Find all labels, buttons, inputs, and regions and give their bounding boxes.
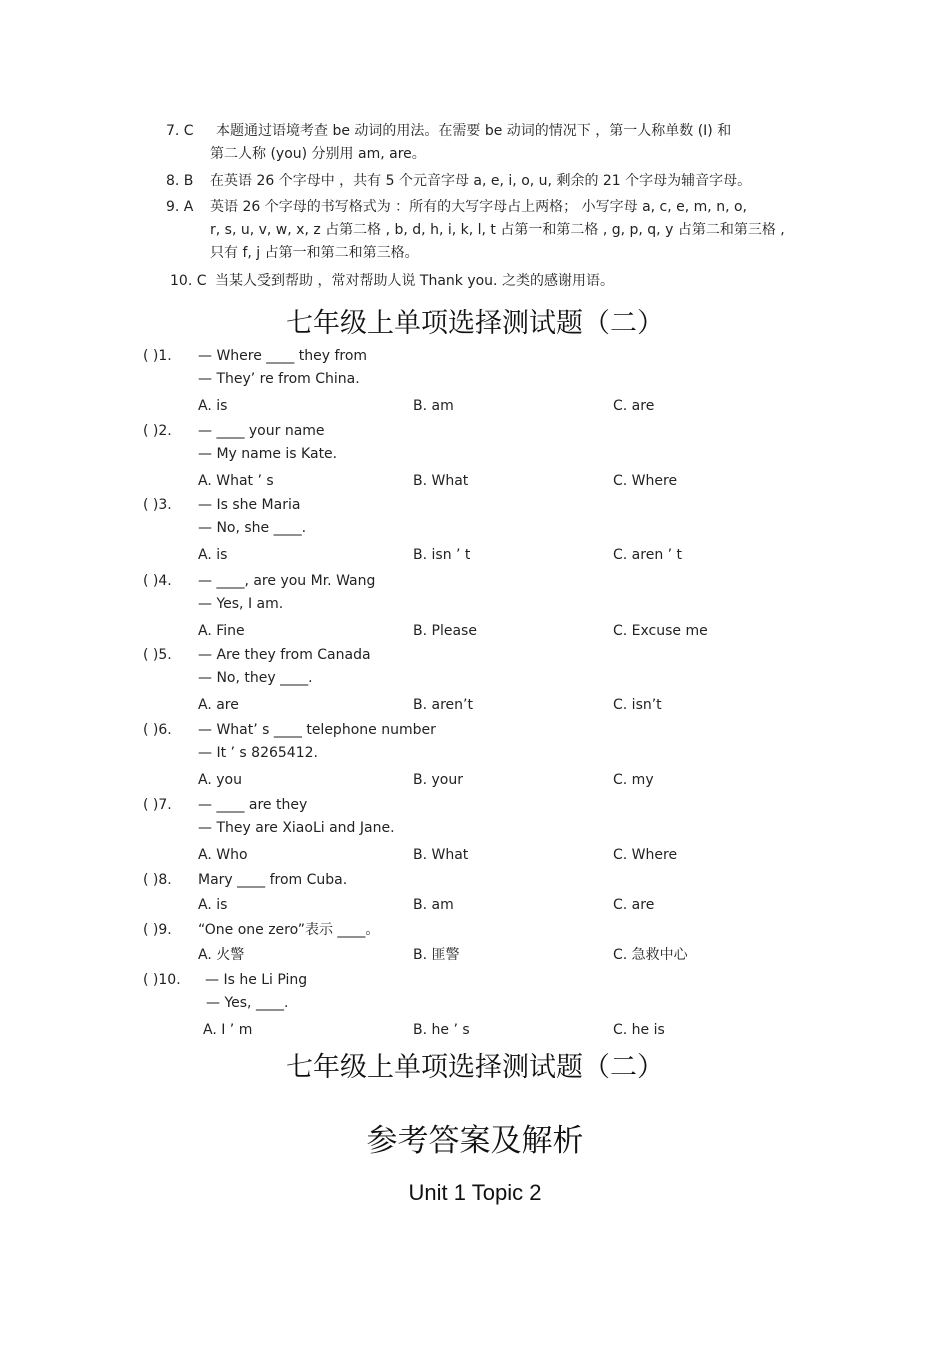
option-b: B. am bbox=[413, 398, 454, 414]
question-response: — No, she ____. bbox=[198, 520, 307, 536]
option-c: C. are bbox=[613, 398, 655, 414]
answer-7-number: 7. C bbox=[166, 123, 194, 139]
answer-7-line1: 本题通过语境考查 be 动词的用法。在需要 be 动词的情况下 ，第一人称单数 (I) 和 bbox=[216, 123, 732, 139]
option-a: A. What ’ s bbox=[198, 473, 274, 489]
answer-7-line2: 第二人称 (you) 分别用 am, are。 bbox=[210, 146, 426, 162]
option-b: B. he ’ s bbox=[413, 1022, 470, 1038]
question-number: ( )1. bbox=[143, 348, 172, 364]
option-b: B. isn ’ t bbox=[413, 547, 471, 563]
question-number: ( )7. bbox=[143, 797, 172, 813]
option-b: B. 匪警 bbox=[413, 947, 460, 963]
option-b: B. your bbox=[413, 772, 463, 788]
unit-topic-heading: Unit 1 Topic 2 bbox=[408, 1180, 542, 1205]
question-text: — Is he Li Ping bbox=[205, 972, 308, 988]
question-response: — Yes, I am. bbox=[198, 596, 284, 612]
question-text: — Is she Maria bbox=[198, 497, 301, 513]
question-response: — It ’ s 8265412. bbox=[198, 745, 318, 761]
option-c: C. are bbox=[613, 897, 655, 913]
answer-key-heading: 参考答案及解析 bbox=[366, 1123, 584, 1159]
answer-section-title: 七年级上单项选择测试题（二） bbox=[286, 1052, 664, 1083]
option-b: B. aren’t bbox=[413, 697, 473, 713]
answer-9-number: 9. A bbox=[166, 199, 194, 215]
option-a: A. 火警 bbox=[198, 947, 245, 963]
answer-9-line3: 只有 f, j 占第一和第二和第三格。 bbox=[210, 245, 419, 261]
option-c: C. Excuse me bbox=[613, 623, 708, 639]
question-text: — What’ s ____ telephone number bbox=[198, 722, 436, 738]
option-c: C. 急救中心 bbox=[613, 947, 688, 963]
option-c: C. isn’t bbox=[613, 697, 662, 713]
option-a: A. you bbox=[198, 772, 242, 788]
question-text: — Are they from Canada bbox=[198, 647, 371, 663]
question-response: — My name is Kate. bbox=[198, 446, 338, 462]
question-response: — Yes, ____. bbox=[206, 995, 289, 1011]
question-number: ( )9. bbox=[143, 922, 172, 938]
option-a: A. are bbox=[198, 697, 239, 713]
answer-9-line2: r, s, u, v, w, x, z 占第二格 , b, d, h, i, k, l, t 占第一和第二格 , g, p, q, y 占第二和第三格 , bbox=[210, 222, 785, 238]
option-b: B. What bbox=[413, 473, 469, 489]
question-response: — No, they ____. bbox=[198, 670, 313, 686]
page-title: 七年级上单项选择测试题（二） bbox=[286, 308, 664, 339]
answer-9-line1: 英语 26 个字母的书写格式为 ：所有的大写字母占上两格； 小写字母 a, c, e, m, n, o, bbox=[210, 199, 747, 215]
option-c: C. Where bbox=[613, 847, 678, 863]
question-number: ( )4. bbox=[143, 573, 172, 589]
option-c: C. he is bbox=[613, 1022, 665, 1038]
option-a: A. is bbox=[198, 398, 228, 414]
answer-10-text: 当某人受到帮助 ，常对帮助人说 Thank you. 之类的感谢用语。 bbox=[215, 273, 614, 289]
option-c: C. my bbox=[613, 772, 654, 788]
option-a: A. Who bbox=[198, 847, 248, 863]
option-a: A. is bbox=[198, 547, 228, 563]
option-a: A. is bbox=[198, 897, 228, 913]
question-text: — ____, are you Mr. Wang bbox=[198, 573, 376, 589]
question-response: — They’ re from China. bbox=[198, 371, 360, 387]
answer-8-number: 8. B bbox=[166, 173, 194, 189]
option-a: A. Fine bbox=[198, 623, 245, 639]
question-response: — They are XiaoLi and Jane. bbox=[198, 820, 395, 836]
option-c: C. aren ’ t bbox=[613, 547, 683, 563]
question-text: Mary ____ from Cuba. bbox=[198, 872, 348, 888]
question-number: ( )3. bbox=[143, 497, 172, 513]
question-text: — Where ____ they from bbox=[198, 348, 368, 364]
question-text: — ____ are they bbox=[198, 797, 308, 813]
option-a: A. I ’ m bbox=[203, 1022, 253, 1038]
option-b: B. am bbox=[413, 897, 454, 913]
question-number: ( )6. bbox=[143, 722, 172, 738]
option-c: C. Where bbox=[613, 473, 678, 489]
answer-10-number: 10. C bbox=[170, 273, 207, 289]
answer-8-text: 在英语 26 个字母中 ，共有 5 个元音字母 a, e, i, o, u, 剩余的 21 个字母为辅音字母。 bbox=[210, 173, 752, 189]
option-b: B. What bbox=[413, 847, 469, 863]
question-number: ( )5. bbox=[143, 647, 172, 663]
option-b: B. Please bbox=[413, 623, 477, 639]
question-text: “One one zero”表示 ____。 bbox=[198, 922, 380, 938]
question-number: ( )10. bbox=[143, 972, 181, 988]
question-number: ( )8. bbox=[143, 872, 172, 888]
question-text: — ____ your name bbox=[198, 423, 325, 439]
question-number: ( )2. bbox=[143, 423, 172, 439]
